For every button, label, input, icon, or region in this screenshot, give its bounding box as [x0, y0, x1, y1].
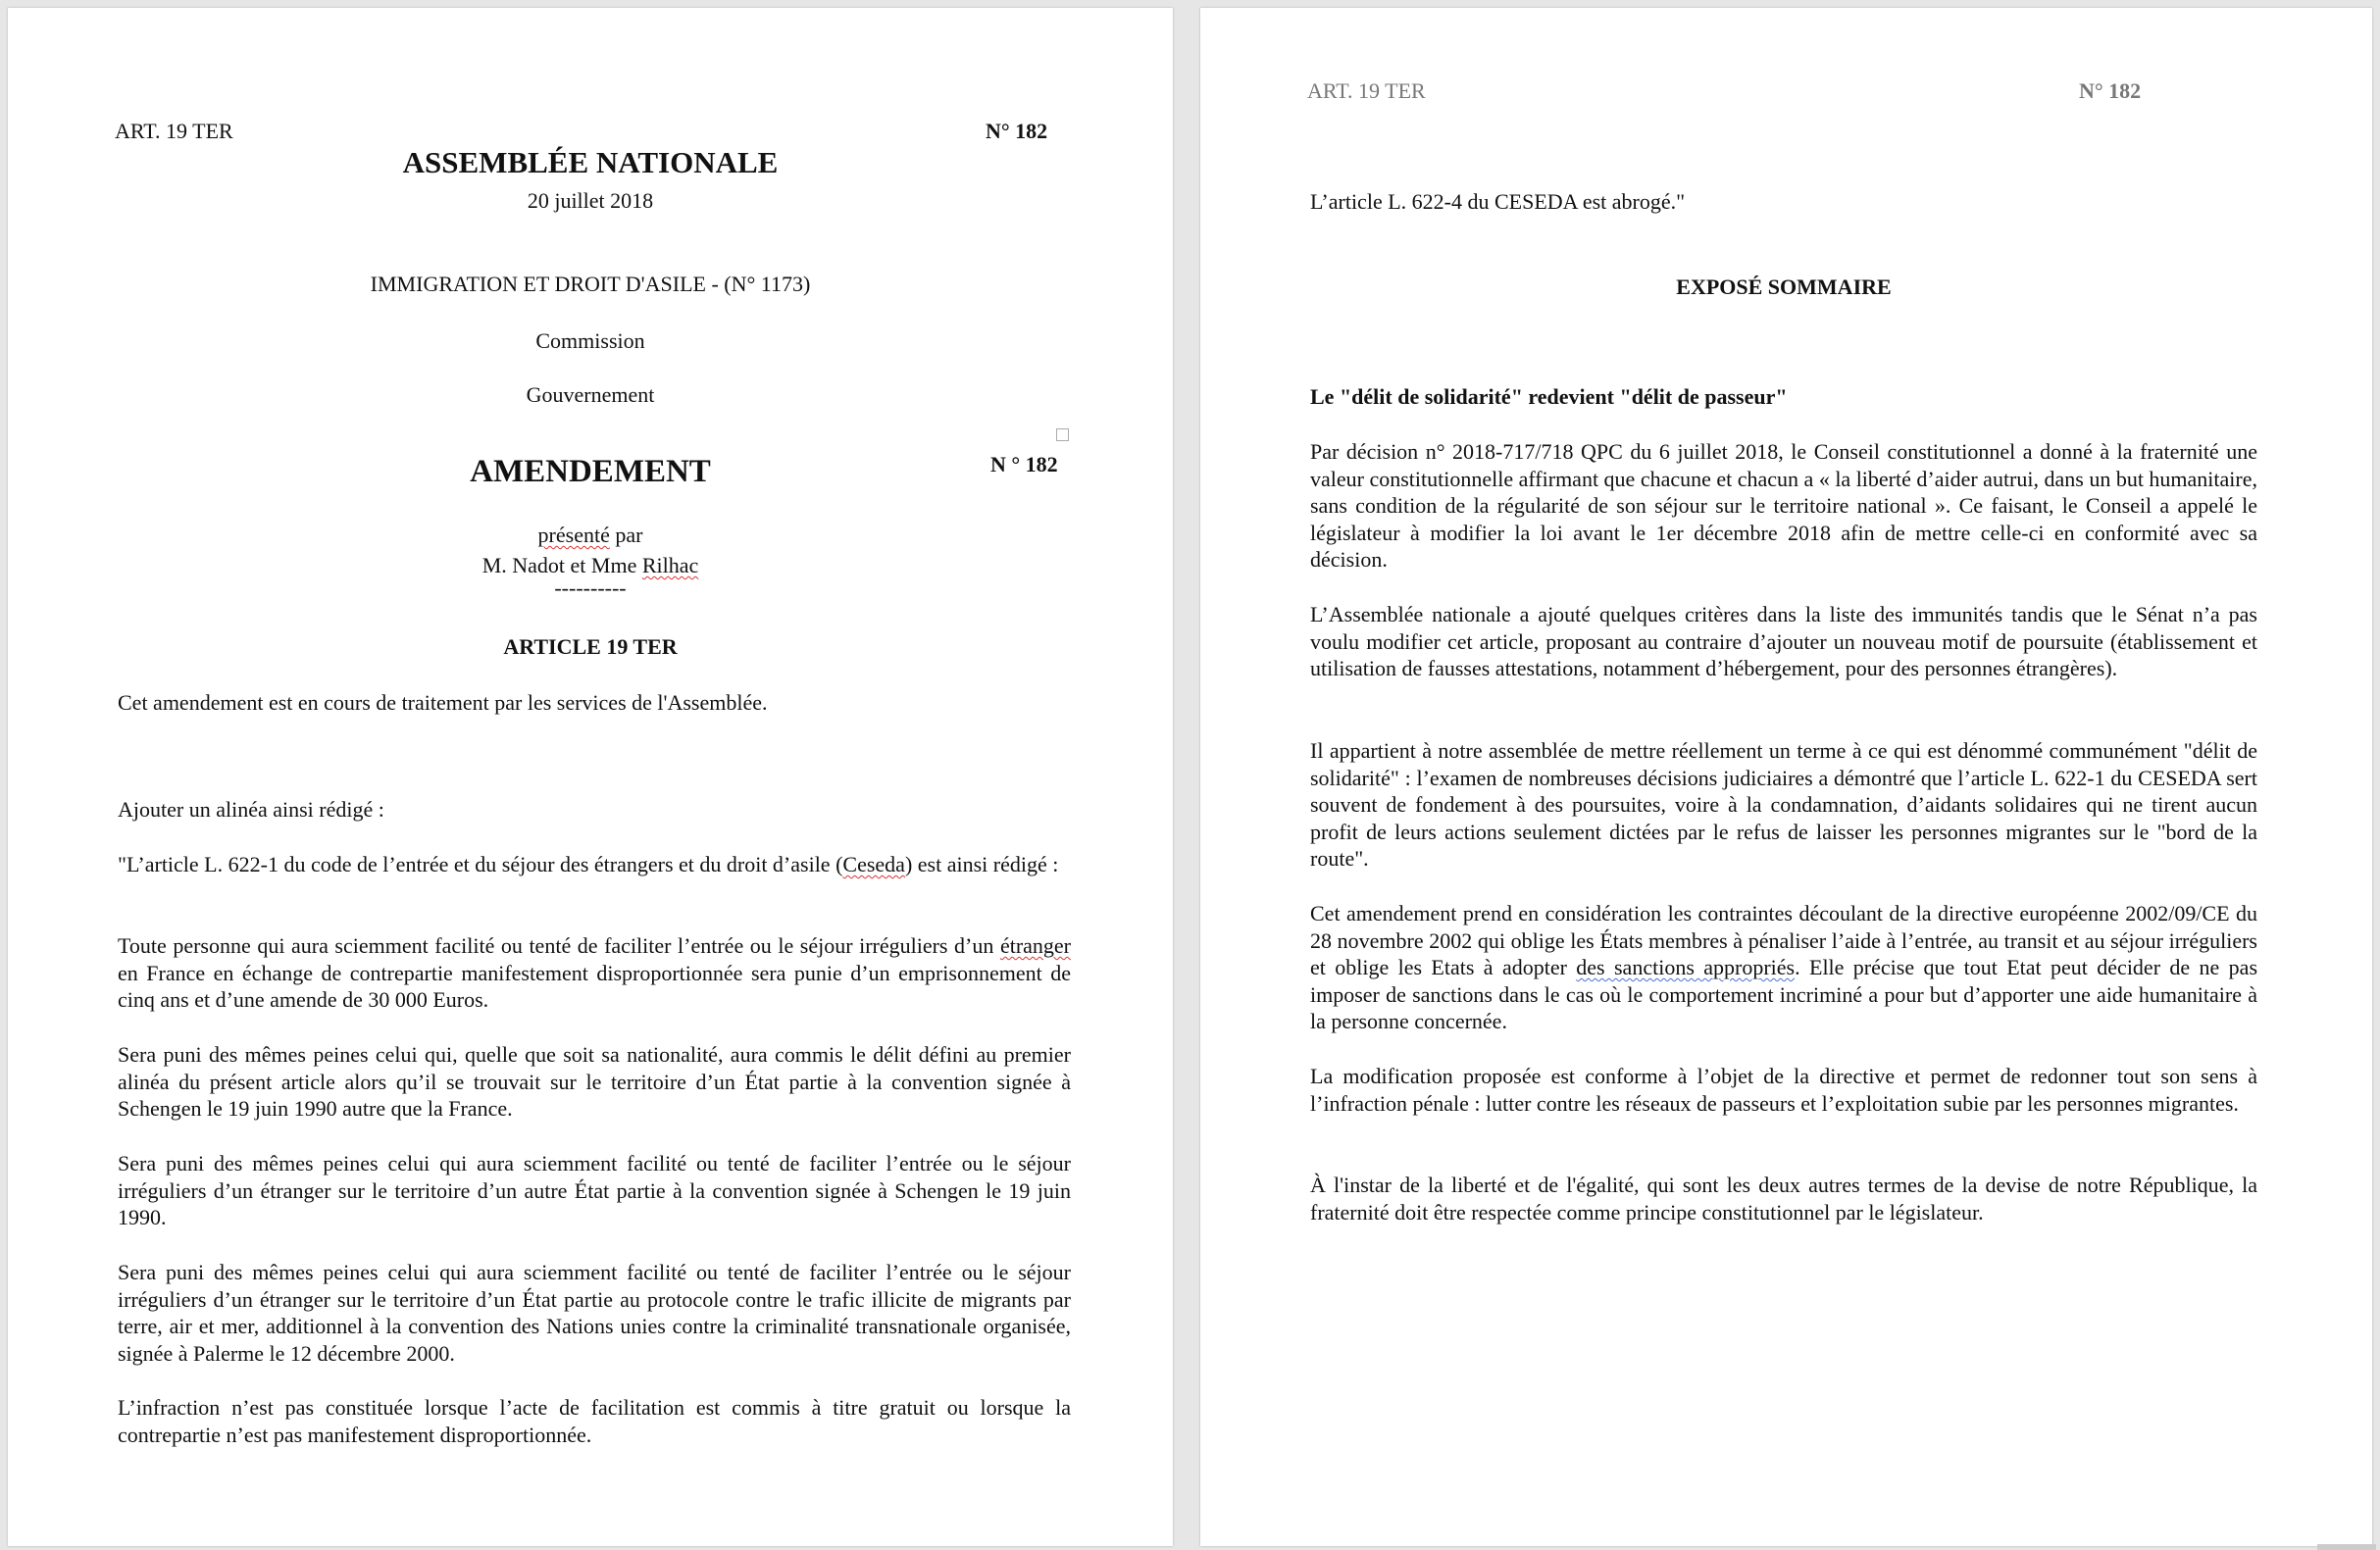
header-number: N° 182	[2079, 78, 2142, 103]
summary-paragraph-1: Par décision n° 2018-717/718 QPC du 6 juillet 2018, le Conseil constitutionnel a donné à la fraternité une valeur constitutionnelle affirmant que chacune et chacun a « la liberté d’aider autrui, dans un but humanitaire, sans condition de la régularité de son séjour sur le territoire national ». Ce faisant, le Conseil a appelé le législateur à modifier la loi avant le 1er décembre 2018 afin de mettre celle-ci en conformité avec sa décision.	[1310, 439, 2258, 572]
paragraph-2: Sera puni des mêmes peines celui qui, quelle que soit sa nationalité, aura commis le délit défini au premier alinéa du présent article alors qu’il se trouvait sur le territoire d’un État partie à la convention signée à Schengen le 19 juin 1990 autre que la France.	[118, 1042, 1071, 1121]
summary-paragraph-2: L’Assemblée nationale a ajouté quelques critères dans la liste des immunités tandis que le Sénat n’a pas voulu modifier cet article, proposant au contraire d’ajouter un nouveau motif de poursuite (établissement et utilisation de fausses attestations, notamment d’hébergement, pour des personnes étrangères).	[1310, 602, 2257, 680]
header-number: N° 182	[986, 119, 1048, 143]
authors-prefix: M. Nadot et Mme	[481, 553, 642, 577]
summary-paragraph-6: À l'instar de la liberté et de l'égalité, qui sont les deux autres termes de la devise de notre République, la fraternité doit être respectée comme principe constitutionnel par le législateur.	[1310, 1173, 2257, 1225]
summary-paragraph-3: Il appartient à notre assemblée de mettre réellement un terme à ce qui est dénommé communément "délit de solidarité" : l’examen de nombreuses décisions judiciaires a démontré que l’article L. 622-1 du CESEDA sert souvent de fondement à des poursuites, voire à la condamnation, d’aidants solidaires qui ne tirent aucun profit de leurs actions seulement dictées par le refus de laisser les personnes migrantes sur le "bord de la route".	[1310, 738, 2257, 871]
p1-text-c: en France en échange de contrepartie manifestement disproportionnée sera punie d’un emprisonnement de cinq ans et d’une amende de 30 000 Euros.	[118, 960, 1071, 1012]
amendment-heading: AMENDEMENT	[470, 454, 711, 489]
article-intro-paragraph	[118, 851, 1071, 878]
anchor-marker-icon	[1056, 428, 1069, 441]
sanctions-phrase: des sanctions appropriés	[1576, 955, 1796, 979]
document-page-1	[8, 8, 1173, 1546]
summary-paragraph-5: La modification proposée est conforme à l’objet de la directive et permet de redonner tout son sens à l’infraction pénale : lutter contre les réseaux de passeurs et l’exploitation subie par les personnes migrantes.	[1310, 1064, 2257, 1116]
presented-word: présenté	[537, 523, 610, 547]
origin-label: Gouvernement	[526, 382, 655, 407]
paragraph-1	[118, 932, 1071, 1014]
p4-text-a: Cet amendement prend en considération les contraintes découlant de la directive européenne 2002/09/CE du 28 novembre 2002 qui oblige les États membres à pénaliser l’aide à l’entrée, au transit et au séjour irréguliers et oblige les Etats à adopter	[1310, 901, 2257, 979]
instruction-text: Ajouter un alinéa ainsi rédigé :	[118, 797, 384, 822]
assembly-title: ASSEMBLÉE NATIONALE	[402, 145, 779, 179]
amendment-number: N ° 182	[990, 452, 1058, 476]
author-surname: Rilhac	[641, 553, 699, 577]
separator-line: ----------	[554, 575, 627, 600]
header-article-ref: ART. 19 TER	[1307, 78, 1426, 103]
paragraph-3: Sera puni des mêmes peines celui qui aura sciemment facilité ou tenté de faciliter l’entrée ou le séjour irréguliers d’un étranger sur le territoire d’un autre État partie à la convention signée à Schengen le 19 juin 1990.	[118, 1151, 1071, 1229]
status-note: Cet amendement est en cours de traitement par les services de l'Assemblée.	[118, 690, 768, 715]
amendment-date: 20 juillet 2018	[527, 188, 654, 213]
article-heading: ARTICLE 19 TER	[503, 634, 678, 659]
presented-by-line	[8, 522, 1173, 549]
paragraph-5: L’infraction n’est pas constituée lorsque l’acte de facilitation est commis à titre gratuit ou lorsque la contrepartie n’est pas manifestement disproportionnée.	[118, 1395, 1071, 1447]
presented-by-suffix: par	[609, 523, 643, 547]
header-article-ref: ART. 19 TER	[115, 119, 233, 143]
summary-paragraph-4	[1310, 900, 2257, 1035]
bill-title: IMMIGRATION ET DROIT D'ASILE - (N° 1173)	[370, 272, 811, 296]
p1-text-a: Toute personne qui aura sciemment facilité ou tenté de faciliter l’entrée ou le séjour irréguliers d’un	[118, 933, 1000, 958]
summary-title: EXPOSÉ SOMMAIRE	[1676, 275, 1892, 299]
paragraph-4: Sera puni des mêmes peines celui qui aura sciemment facilité ou tenté de faciliter l’entrée ou le séjour irréguliers d’un étranger sur le territoire d’un État partie au protocole contre le trafic illicite de migrants par terre, air et mer, additionnel à la convention des Nations unies contre la criminalité transnationale organisée, signée à Palerme le 12 décembre 2000.	[118, 1260, 1071, 1366]
p4-text-c: . Elle précise que tout Etat peut décider de ne pas imposer de sanctions dans le cas où le comportement incriminé a pour but d’apporter une aide humanitaire à la personne concernée.	[1310, 955, 2258, 1033]
document-page-2	[1200, 8, 2372, 1546]
intro-text-a: "L’article L. 622-1 du code de l’entrée et du séjour des étrangers et du droit d’asile (	[118, 852, 843, 876]
etranger-word: étranger	[999, 933, 1071, 958]
ceseda-word: Ceseda	[842, 852, 905, 876]
page-corner-mark	[2317, 1544, 2376, 1550]
abrogation-sentence: L’article L. 622-4 du CESEDA est abrogé."	[1310, 189, 1686, 214]
intro-text-c: ) est ainsi rédigé :	[904, 852, 1059, 876]
summary-subtitle: Le "délit de solidarité" redevient "délit de passeur"	[1310, 384, 1788, 409]
stage-label: Commission	[535, 328, 645, 353]
